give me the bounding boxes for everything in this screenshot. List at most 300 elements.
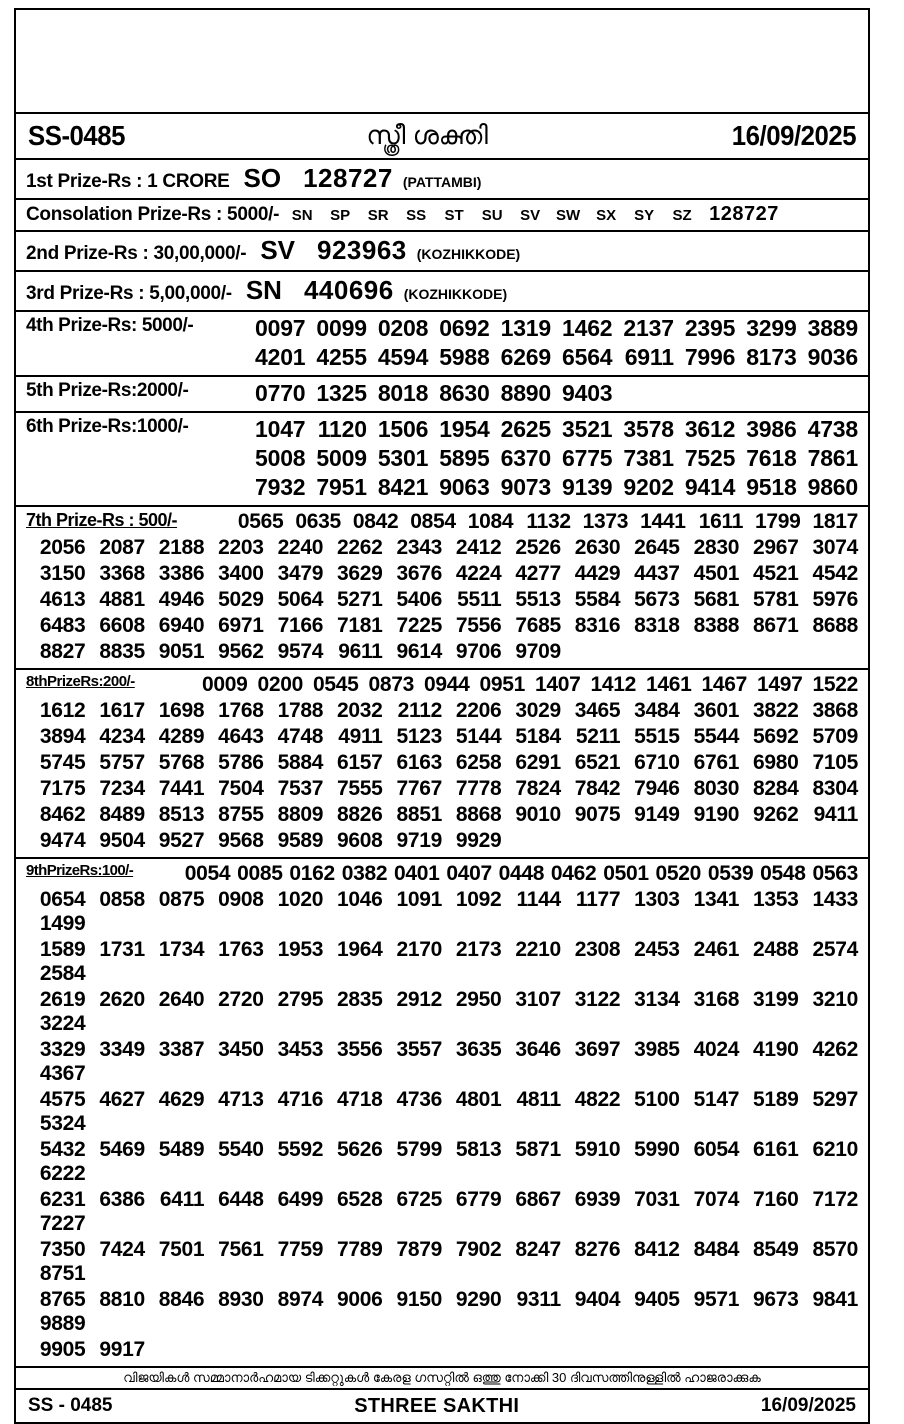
winning-number: 8751	[39, 1262, 86, 1285]
winning-number: 1817	[812, 510, 858, 533]
winning-number: 0565	[237, 510, 284, 533]
prize-row-9th	[16, 859, 868, 1368]
winning-number: 9139	[562, 474, 613, 500]
winning-number: 8489	[99, 803, 145, 826]
winning-number: 3578	[623, 416, 674, 442]
grid-filler	[442, 1338, 501, 1362]
winning-number: 8630	[439, 380, 490, 406]
winning-number: 9860	[807, 474, 858, 500]
winning-number: 1461	[645, 673, 692, 696]
winning-number: 9051	[158, 640, 205, 663]
winning-number: 6779	[455, 1188, 502, 1211]
winning-number: 6521	[574, 751, 621, 774]
winning-number: 1731	[99, 938, 145, 961]
consolation-series-code: SS	[406, 207, 427, 224]
grid-filler	[680, 829, 739, 853]
winning-number: 1589	[39, 938, 86, 961]
number-grid-line	[26, 938, 858, 986]
winning-number: 4024	[693, 1038, 740, 1061]
winning-number: 1047	[255, 416, 306, 442]
winning-number: 0951	[479, 673, 525, 696]
winning-number: 2343	[396, 536, 442, 559]
winning-number: 0875	[158, 888, 205, 911]
grid-filler	[799, 640, 858, 664]
winning-number: 5271	[337, 588, 383, 611]
winning-number: 2574	[812, 938, 858, 961]
prize-tier-label: 6th Prize-Rs:1000/-	[26, 416, 189, 437]
winning-number: 0382	[341, 862, 388, 885]
winning-number: 5884	[277, 751, 324, 774]
winning-number: 4277	[515, 562, 561, 585]
number-grid-line	[26, 1138, 858, 1186]
consolation-series-code: SU	[481, 207, 503, 224]
winning-number: 5008	[255, 445, 306, 471]
footer-lottery-name: STHREE SAKTHI	[354, 1394, 520, 1417]
winning-number: 1506	[377, 416, 429, 442]
winning-number: 1303	[634, 888, 680, 911]
winning-number: 9608	[337, 829, 383, 852]
number-grid-line	[26, 1288, 858, 1336]
number-grid-line	[26, 474, 858, 501]
prize-4th-number-grid	[26, 315, 858, 371]
winning-number: 1617	[99, 699, 145, 722]
winning-number: 2619	[39, 988, 86, 1011]
winning-number: 2032	[337, 699, 383, 722]
winning-number: 1499	[39, 912, 86, 935]
winning-number: 6867	[515, 1188, 561, 1211]
winning-number: 7166	[277, 614, 324, 637]
winning-number: 3484	[634, 699, 680, 722]
winning-number: 3521	[562, 416, 613, 442]
winning-number: 0162	[289, 862, 335, 885]
winning-number: 1522	[812, 673, 858, 696]
winning-number: 3210	[812, 988, 858, 1011]
winning-number: 4718	[337, 1088, 383, 1111]
winning-number: 5144	[455, 725, 502, 748]
number-grid-line	[26, 1088, 858, 1136]
winning-number: 3029	[515, 699, 561, 722]
winning-number: 7555	[337, 777, 383, 800]
winning-number: 0842	[352, 510, 399, 533]
winning-number: 5584	[574, 588, 621, 611]
winning-number: 5910	[574, 1138, 621, 1161]
consolation-series-code: SV	[520, 207, 541, 224]
winning-number: 9311	[516, 1288, 561, 1311]
winning-number: 5029	[218, 588, 264, 611]
winning-number: 5211	[575, 725, 621, 748]
winning-number: 1799	[755, 510, 801, 533]
winning-number: 8930	[218, 1288, 264, 1311]
winning-number: 6411	[159, 1188, 205, 1211]
number-grid-line	[26, 1238, 858, 1286]
winning-number: 4911	[338, 725, 383, 748]
winning-number: 2210	[515, 938, 561, 961]
winning-number: 8671	[753, 614, 799, 637]
winning-number: 7501	[158, 1238, 205, 1261]
winning-number: 9929	[455, 829, 502, 852]
winning-number: 5871	[515, 1138, 561, 1161]
winning-number: 7172	[812, 1188, 858, 1211]
winning-number: 2795	[277, 988, 324, 1011]
winning-number: 1497	[756, 673, 803, 696]
winning-number: 7618	[746, 445, 797, 471]
winning-number: 3646	[515, 1038, 561, 1061]
winning-number: 0692	[439, 315, 490, 341]
prize-tier-label: 9thPrizeRs:100/-	[26, 862, 134, 879]
prize-row-consolation	[16, 200, 868, 232]
draw-code: SS-0485	[28, 120, 126, 151]
winning-number: 3868	[812, 699, 858, 722]
winning-number: 6725	[396, 1188, 442, 1211]
winning-number: 9474	[39, 829, 86, 852]
prize-5th-number-grid	[26, 380, 858, 407]
consolation-series-code: SP	[330, 207, 351, 224]
winning-number: 4201	[255, 344, 306, 370]
number-grid-line	[26, 1188, 858, 1236]
winning-number: 7227	[39, 1212, 86, 1235]
winning-number: 1612	[39, 699, 86, 722]
winning-number: 6761	[693, 751, 740, 774]
winning-number: 0462	[550, 862, 597, 885]
number-grid-line	[26, 888, 858, 936]
winning-number: 8388	[693, 614, 740, 637]
winning-number: 8173	[746, 344, 797, 370]
winning-number: 9262	[753, 803, 799, 826]
winning-number: 7504	[218, 777, 264, 800]
winning-number: 2112	[397, 699, 442, 722]
winning-number: 3299	[746, 315, 797, 341]
winning-number: 2967	[753, 536, 799, 559]
winning-number: 9405	[634, 1288, 680, 1311]
winning-number: 1341	[693, 888, 740, 911]
winning-number: 2188	[158, 536, 205, 559]
winning-number: 2830	[693, 536, 740, 559]
winning-number: 3107	[515, 988, 561, 1011]
winning-number: 3629	[337, 562, 383, 585]
grid-indent-spacer	[26, 474, 244, 501]
winning-number: 5064	[277, 588, 324, 611]
prize-row-1st	[16, 160, 868, 200]
winning-number: 3601	[693, 699, 740, 722]
winning-number: 0009	[201, 673, 248, 696]
grid-filler	[799, 829, 858, 853]
winning-number: 5709	[812, 725, 858, 748]
prize-1st-location: (PATTAMBI)	[402, 174, 482, 190]
winning-number: 5895	[439, 445, 490, 471]
winning-number: 3134	[634, 988, 680, 1011]
winning-number: 6370	[500, 445, 551, 471]
consolation-series-code: SY	[634, 207, 655, 224]
winning-number: 0208	[377, 315, 429, 341]
winning-number: 8765	[39, 1288, 86, 1311]
grid-filler	[561, 829, 620, 853]
winning-number: 6157	[337, 751, 383, 774]
grid-filler	[501, 1338, 560, 1362]
winning-number: 3635	[455, 1038, 502, 1061]
winning-number: 2630	[574, 536, 621, 559]
winning-number: 2137	[623, 315, 674, 341]
winning-number: 4629	[158, 1088, 205, 1111]
winning-number: 0548	[760, 862, 806, 885]
winning-number: 6054	[693, 1138, 740, 1161]
grid-filler	[620, 640, 679, 664]
winning-number: 6231	[39, 1188, 86, 1211]
winning-number: 1433	[812, 888, 858, 911]
winning-number: 7879	[396, 1238, 442, 1261]
winning-number: 0099	[316, 315, 367, 341]
winning-number: 7996	[684, 344, 736, 370]
claim-note-band	[16, 1368, 868, 1390]
prize-6th-number-grid	[26, 416, 858, 501]
winning-number: 1319	[500, 315, 551, 341]
winning-number: 9150	[396, 1288, 442, 1311]
winning-number: 7778	[455, 777, 502, 800]
winning-number: 8809	[277, 803, 324, 826]
winning-number: 3400	[218, 562, 264, 585]
grid-filler	[501, 829, 560, 853]
winning-number: 8462	[39, 803, 86, 826]
footer-draw-code: SS - 0485	[28, 1395, 113, 1417]
winning-number	[797, 380, 858, 407]
winning-number: 8890	[500, 380, 551, 406]
winning-number: 3122	[574, 988, 621, 1011]
winning-number: 1353	[753, 888, 799, 911]
winning-number: 5301	[377, 445, 429, 471]
number-grid-line	[26, 510, 858, 534]
winning-number: 8755	[218, 803, 264, 826]
number-grid-line	[26, 344, 858, 371]
winning-number: 0854	[410, 510, 456, 533]
prize-1st-number: 128727	[303, 163, 393, 193]
winning-number: 1763	[218, 938, 264, 961]
winning-number: 9149	[634, 803, 680, 826]
winning-number: 1467	[701, 673, 747, 696]
winning-number: 9411	[813, 803, 858, 826]
winning-number: 4429	[574, 562, 621, 585]
winning-number: 4255	[316, 344, 367, 370]
winning-number: 7105	[812, 751, 858, 774]
lottery-result-sheet	[14, 8, 870, 1424]
winning-number: 3368	[99, 562, 145, 585]
number-grid-line	[26, 988, 858, 1036]
winning-number	[674, 380, 735, 407]
winning-number: 6971	[218, 614, 264, 637]
winning-number: 6608	[99, 614, 145, 637]
winning-number: 7441	[158, 777, 205, 800]
winning-number: 2584	[39, 962, 86, 985]
prize-9th-number-grid	[26, 862, 858, 1362]
prize-3rd-series: SN	[245, 275, 282, 305]
winning-number: 9036	[807, 344, 858, 370]
prize-row-8th	[16, 670, 868, 859]
prize-3rd-number: 440696	[303, 275, 394, 305]
winning-number: 3697	[574, 1038, 621, 1061]
winning-number: 1132	[526, 510, 571, 533]
winning-number: 4367	[39, 1062, 86, 1085]
winning-number: 8316	[574, 614, 621, 637]
winning-number: 9063	[439, 474, 490, 500]
number-grid-line	[26, 829, 858, 853]
winning-number: 1953	[277, 938, 324, 961]
winning-number: 2308	[574, 938, 621, 961]
winning-number: 4521	[753, 562, 799, 585]
grid-filler	[204, 1338, 263, 1362]
winning-number: 0539	[707, 862, 754, 885]
winning-number: 5432	[39, 1138, 86, 1161]
winning-number: 3556	[337, 1038, 383, 1061]
winning-number: 7234	[99, 777, 145, 800]
winning-number: 3985	[634, 1038, 680, 1061]
winning-number: 3889	[807, 315, 858, 341]
winning-number: 4262	[812, 1038, 858, 1061]
winning-number: 1144	[516, 888, 561, 911]
number-grid-line	[26, 803, 858, 827]
winning-number: 8688	[812, 614, 858, 637]
winning-number: 6528	[337, 1188, 383, 1211]
winning-number: 1611	[698, 510, 744, 533]
winning-number: 1407	[534, 673, 581, 696]
winning-number: 5184	[515, 725, 561, 748]
winning-number: 6161	[753, 1138, 799, 1161]
winning-number: 0501	[603, 862, 649, 885]
winning-number: 7225	[396, 614, 442, 637]
winning-number: 8318	[634, 614, 680, 637]
winning-number: 0407	[446, 862, 492, 885]
consolation-number: 128727	[709, 203, 779, 225]
winning-number: 7842	[574, 777, 621, 800]
winning-number: 6710	[634, 751, 680, 774]
winning-number: 9917	[99, 1338, 145, 1361]
winning-number: 8846	[158, 1288, 205, 1311]
winning-number: 9010	[515, 803, 561, 826]
winning-number: 4643	[218, 725, 264, 748]
winning-number: 1092	[455, 888, 502, 911]
winning-number: 2087	[99, 536, 145, 559]
winning-number: 9403	[562, 380, 613, 406]
winning-number: 8484	[693, 1238, 740, 1261]
winning-number: 9611	[338, 640, 383, 663]
winning-number: 0635	[295, 510, 341, 533]
grid-indent-spacer	[26, 344, 244, 371]
winning-number: 0858	[99, 888, 145, 911]
winning-number: 4946	[158, 588, 205, 611]
winning-number: 2835	[337, 988, 383, 1011]
winning-number: 5681	[693, 588, 740, 611]
winning-number: 4289	[158, 725, 205, 748]
winning-number: 9075	[574, 803, 621, 826]
winning-number: 8868	[455, 803, 502, 826]
winning-number: 2950	[455, 988, 502, 1011]
winning-number: 8549	[753, 1238, 799, 1261]
winning-number: 9589	[277, 829, 324, 852]
winning-number: 0944	[423, 673, 470, 696]
winning-number: 1177	[575, 888, 621, 911]
winning-number: 5757	[99, 751, 145, 774]
winning-number: 1120	[317, 416, 367, 442]
winning-number: 2625	[500, 416, 551, 442]
prize-1st-label: 1st Prize-Rs : 1 CRORE	[26, 171, 230, 192]
winning-number: 6291	[515, 751, 561, 774]
winning-number: 5745	[39, 751, 86, 774]
winning-number: 1698	[158, 699, 205, 722]
winning-number: 2395	[684, 315, 736, 341]
winning-number: 2640	[158, 988, 205, 1011]
winning-number: 9527	[158, 829, 205, 852]
winning-number: 4748	[277, 725, 324, 748]
winning-number: 1734	[158, 938, 205, 961]
winning-number: 8030	[693, 777, 740, 800]
winning-number: 4234	[99, 725, 145, 748]
winning-number: 7525	[684, 445, 736, 471]
winning-number: 2461	[693, 938, 740, 961]
winning-number: 2620	[99, 988, 145, 1011]
winning-number: 4437	[634, 562, 680, 585]
winning-number: 3387	[158, 1038, 205, 1061]
winning-number: 4738	[807, 416, 858, 442]
number-grid-line	[26, 445, 858, 472]
winning-number: 8247	[515, 1238, 561, 1261]
winning-number: 4594	[377, 344, 429, 370]
winning-number: 8974	[277, 1288, 324, 1311]
grid-filler	[383, 1338, 442, 1362]
prize-7th-number-grid	[26, 510, 858, 664]
winning-number: 0520	[655, 862, 702, 885]
grid-filler	[561, 640, 620, 664]
winning-number: 8421	[377, 474, 429, 500]
winning-number: 9889	[39, 1312, 86, 1335]
winning-number: 5489	[158, 1138, 205, 1161]
winning-number: 9709	[515, 640, 561, 663]
number-grid-line	[26, 1038, 858, 1086]
winning-number: 2173	[455, 938, 502, 961]
winning-number: 1954	[439, 416, 490, 442]
winning-number: 5009	[316, 445, 367, 471]
grid-filler	[620, 829, 679, 853]
winning-number: 0085	[237, 862, 283, 885]
winning-number: 9202	[623, 474, 674, 500]
winning-number: 3822	[753, 699, 799, 722]
prize-row-6th	[16, 413, 868, 507]
winning-number: 7175	[39, 777, 86, 800]
winning-number: 7759	[277, 1238, 324, 1261]
winning-number: 1462	[562, 315, 613, 341]
winning-number: 5786	[218, 751, 264, 774]
number-grid-line	[26, 416, 858, 443]
winning-number: 7861	[807, 445, 858, 471]
winning-number: 3894	[39, 725, 86, 748]
winning-number: 6499	[277, 1188, 324, 1211]
winning-number: 9574	[277, 640, 324, 663]
winning-number: 7685	[515, 614, 561, 637]
winning-number: 5513	[515, 588, 561, 611]
winning-number: 1441	[640, 510, 686, 533]
winning-number: 8284	[753, 777, 799, 800]
winning-number: 9414	[684, 474, 736, 500]
prize-tier-label: 8thPrizeRs:200/-	[26, 673, 135, 690]
winning-number: 0054	[184, 862, 231, 885]
winning-number: 7074	[693, 1188, 740, 1211]
winning-number: 8412	[634, 1238, 680, 1261]
winning-number: 5324	[39, 1112, 86, 1135]
prize-2nd-location: (KOZHIKKODE)	[416, 246, 521, 262]
winning-number: 6980	[753, 751, 799, 774]
number-grid-line	[26, 380, 858, 407]
winning-number: 3349	[99, 1038, 145, 1061]
prize-tier-label: 4th Prize-Rs: 5000/-	[26, 315, 194, 336]
winning-number: 2912	[396, 988, 442, 1011]
winning-number: 7951	[316, 474, 367, 500]
winning-number: 9073	[500, 474, 551, 500]
